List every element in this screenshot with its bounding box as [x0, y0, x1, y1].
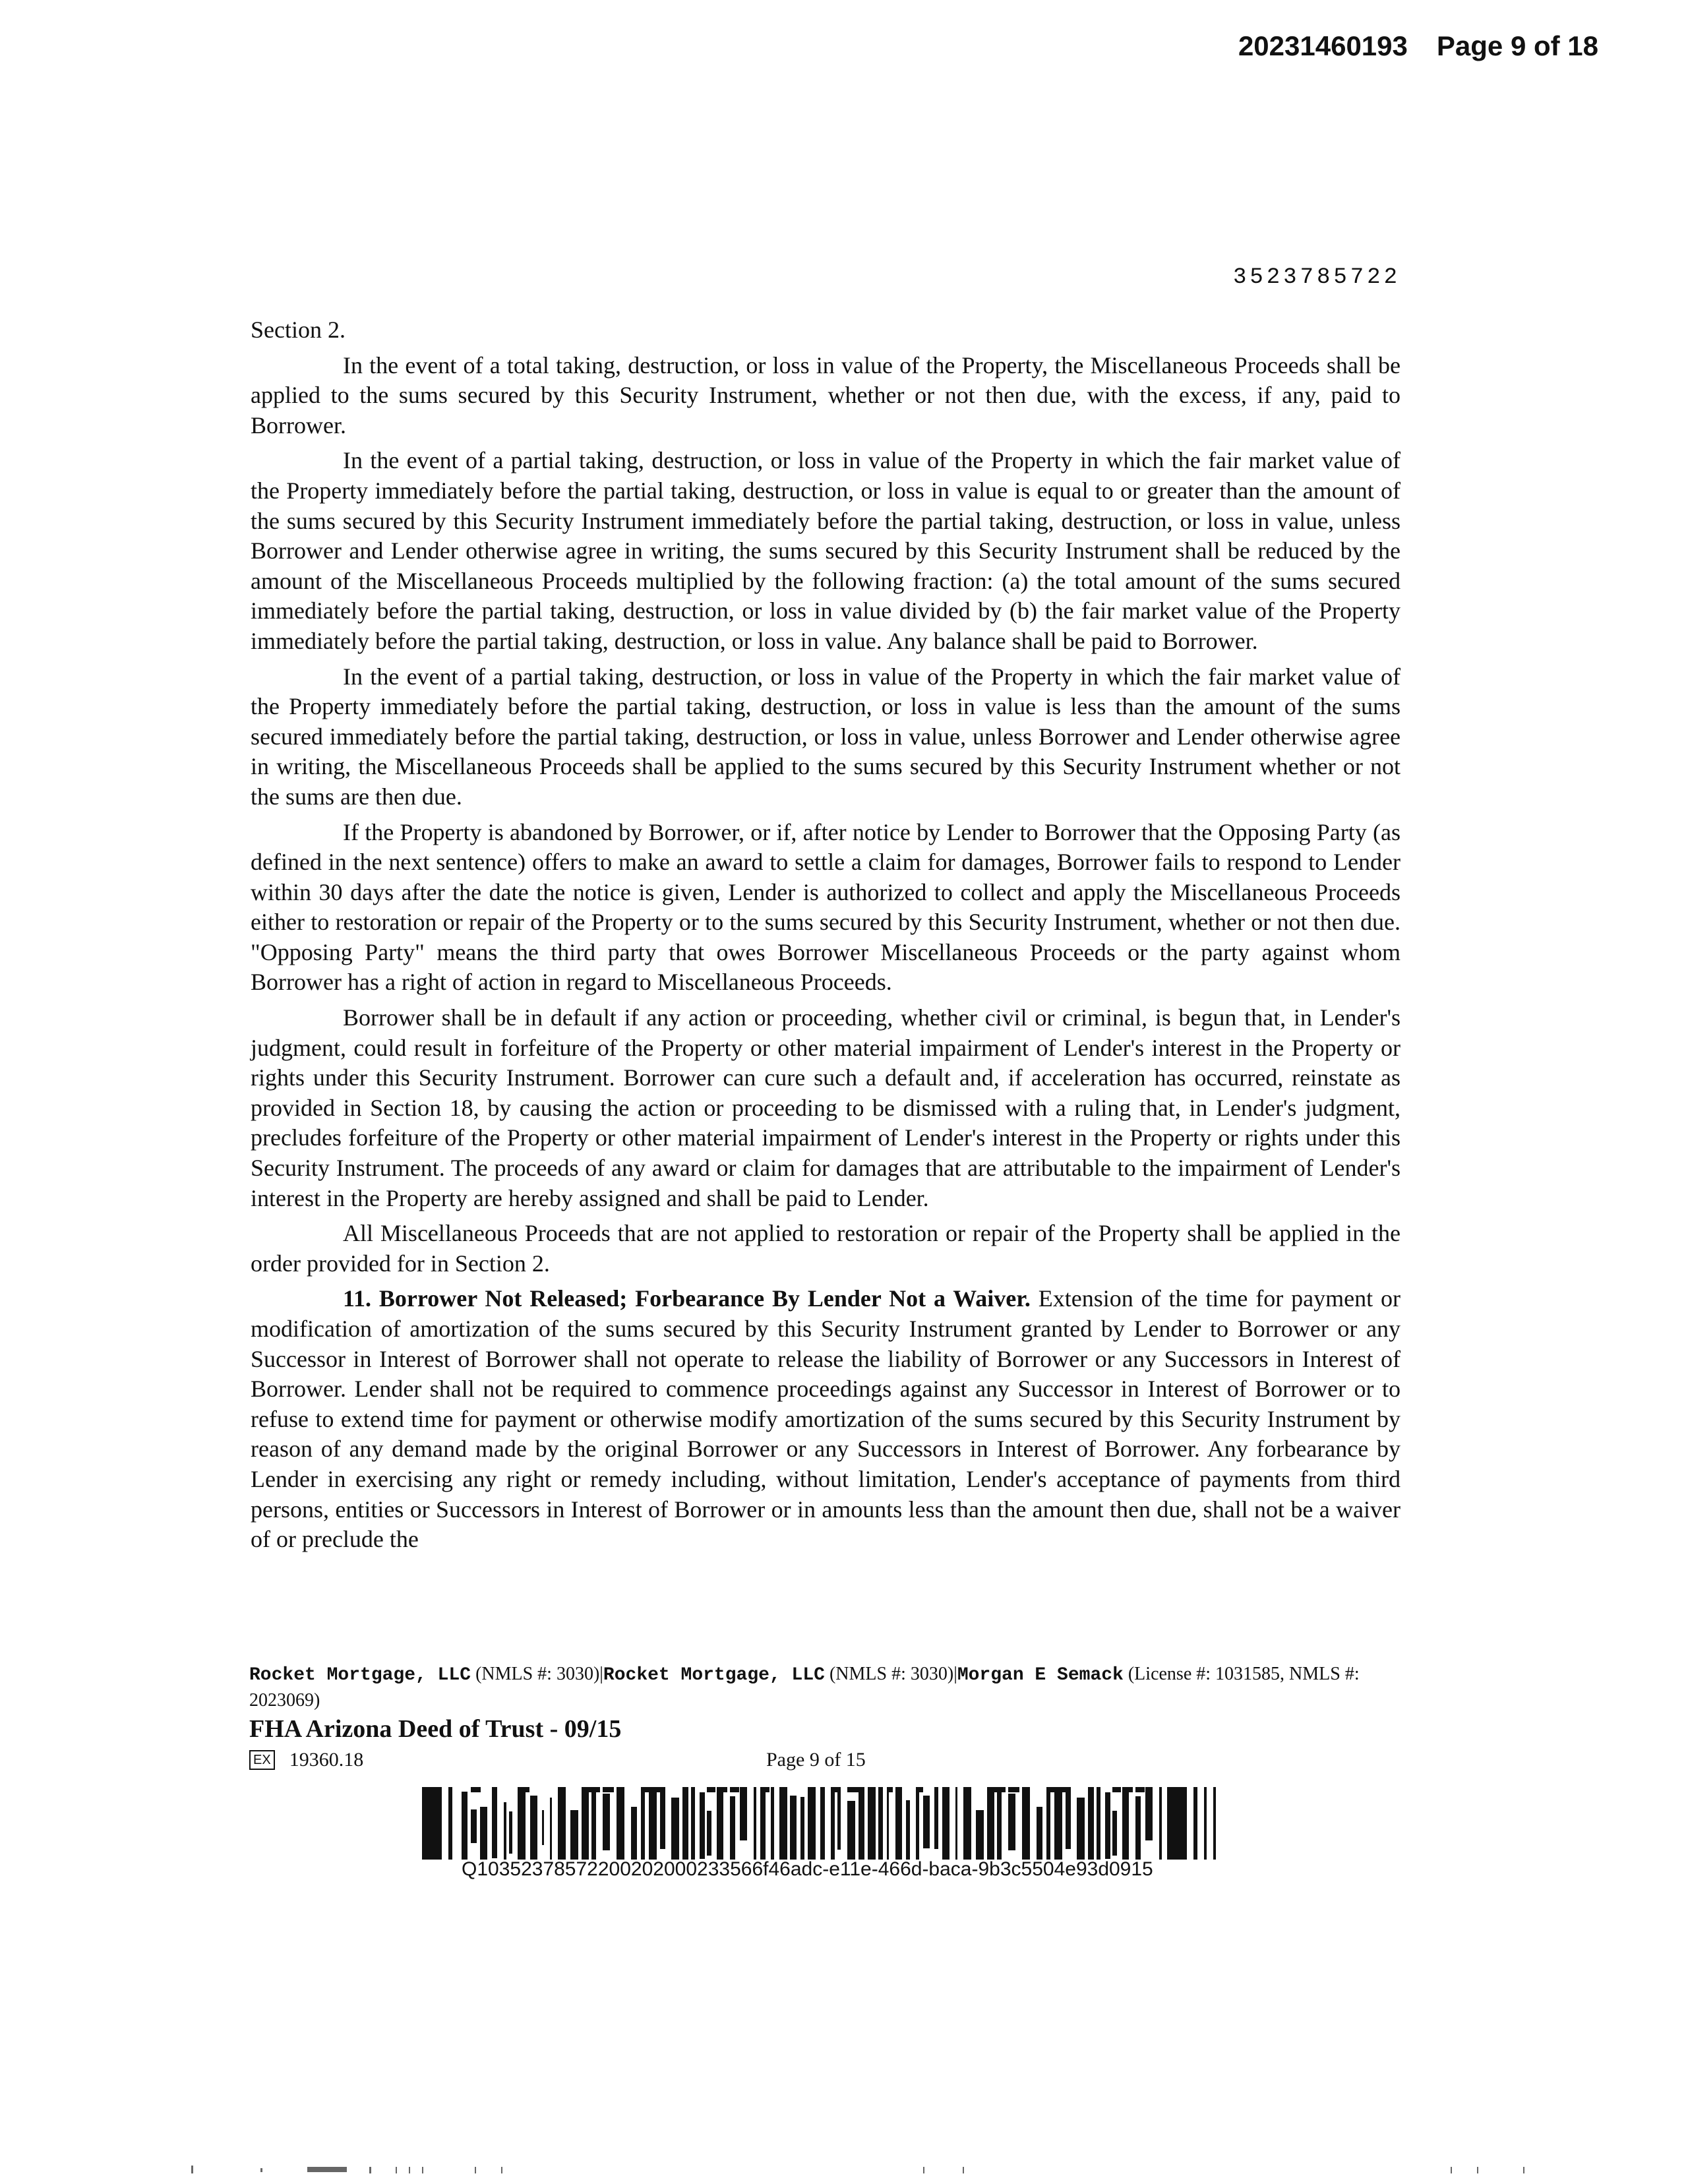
form-page-number: Page 9 of 15 [766, 1749, 866, 1771]
paragraph: Borrower shall be in default if any action or proceeding, whether civil or criminal, is begun that, in Lender's judgment, could result in forfeiture of the Property or other material impairment of Lender's interest in the Property or rights under this Security Instrument. Borrower can cure such a default and, if acceleration has occurred, reinstate as provided in Section 18, by causing the action or proceeding to be dismissed with a ruling that, in Lender's judgment, precludes forfeiture of the Property or other material impairment of Lender's interest in the Property or rights under this Security Instrument. The proceeds of any award or claim for damages that are attributable to the impairment of Lender's interest in the Property are hereby assigned and shall be paid to Lender. [251, 1004, 1401, 1211]
scan-artifact-marks [0, 2163, 1688, 2176]
barcode-icon [422, 1787, 1219, 1860]
paragraph: In the event of a partial taking, destruction, or loss in value of the Property in which the fair market value of the Property immediately before the partial taking, destruction, or loss in value is equal to or greater than the amount of the sums secured by this Security Instrument immediately before the partial taking, destruction, or loss in value, unless Borrower and Lender otherwise agree in writing, the sums secured by this Security Instrument shall be reduced by the amount of the Miscellaneous Proceeds multiplied by the following fraction: (a) the total amount of the sums secured immediately before the partial taking, destruction, or loss in value divided by (b) the fair market value of the Property immediately before the partial taking, destruction, or loss in value. Any balance shall be paid to Borrower. [251, 447, 1401, 654]
originator-name: Morgan E Semack [957, 1665, 1124, 1685]
recording-header [1238, 30, 1598, 62]
section-11-paragraph [251, 1284, 1401, 1554]
lender-info [249, 1662, 1410, 1713]
separator: | [953, 1664, 957, 1684]
form-code: 19360.18 [289, 1749, 364, 1771]
lender-nmls: (NMLS #: 3030) [475, 1664, 600, 1684]
form-title: FHA Arizona Deed of Trust - 09/15 [249, 1715, 622, 1743]
lender-nmls: (NMLS #: 3030) [829, 1664, 954, 1684]
recording-page-label: Page 9 of 18 [1436, 30, 1598, 61]
separator: | [599, 1664, 603, 1684]
paragraph: In the event of a partial taking, destruction, or loss in value of the Property in which the fair market value of the Property immediately before the partial taking, destruction, or loss in value is less than the amount of the sums secured immediately before the partial taking, destruction, or loss in value, unless Borrower and Lender otherwise agree in writing, the Miscellaneous Proceeds shall be applied to the sums secured by this Security Instrument whether or not the sums are then due. [251, 663, 1401, 810]
paragraph: In the event of a total taking, destruction, or loss in value of the Property, the Miscellaneous Proceeds shall be applied to the sums secured by this Security Instrument, whether or not then due, with the excess, if any, paid to Borrower. [251, 351, 1401, 439]
paragraph: All Miscellaneous Proceeds that are not applied to restoration or repair of the Property shall be applied in the order provided for in Section 2. [251, 1220, 1401, 1277]
section-11-heading: 11. Borrower Not Released; Forbearance By Lender Not a Waiver. [343, 1285, 1031, 1312]
section-11-text: Extension of the time for payment or modification of amortization of the sums secured by this Security Instrument granted by Lender to Borrower or any Successor in Interest of Borrower shall not operate to release the liability of Borrower or any Successors in Interest of Borrower. Lender shall not be required to commence proceedings against any Successor in Interest of Borrower or to refuse to extend time for payment or otherwise modify amortization of the sums secured by this Security Instrument by reason of any demand made by the original Borrower or any Successors in Interest of Borrower. Any forbearance by Lender in exercising any right or remedy including, without limitation, Lender's acceptance of payments from third persons, entities or Successors in Interest of Borrower or in amounts less than the amount then due, shall not be a waiver of or preclude the [251, 1285, 1401, 1553]
recording-number: 20231460193 [1238, 30, 1408, 61]
paragraph: Section 2. [251, 317, 346, 343]
ex-badge: EX [249, 1750, 275, 1770]
loan-number: 3523785722 [1232, 265, 1401, 290]
paragraph: If the Property is abandoned by Borrower, or if, after notice by Lender to Borrower that the Opposing Party (as defined in the next sentence) offers to make an award to settle a claim for damages, Borrower fails to respond to Lender within 30 days after the date the notice is given, Lender is authorized to collect and apply the Miscellaneous Proceeds either to restoration or repair of the Property or to the sums secured by this Security Instrument, whether or not then due. "Opposing Party" means the third party that owes Borrower Miscellaneous Proceeds or the party against whom Borrower has a right of action in regard to Miscellaneous Proceeds. [251, 818, 1401, 996]
form-code-row [249, 1749, 363, 1771]
originator-license: (License #: 1031585, NMLS #: 2023069) [249, 1664, 1360, 1711]
lender-name: Rocket Mortgage, LLC [249, 1665, 471, 1685]
barcode-text: Q10352378572200202000233566f46adc-e11e-466d-baca-9b3c5504e93d0915 [462, 1858, 1153, 1880]
document-body [251, 315, 1401, 1560]
lender-name: Rocket Mortgage, LLC [603, 1665, 825, 1685]
